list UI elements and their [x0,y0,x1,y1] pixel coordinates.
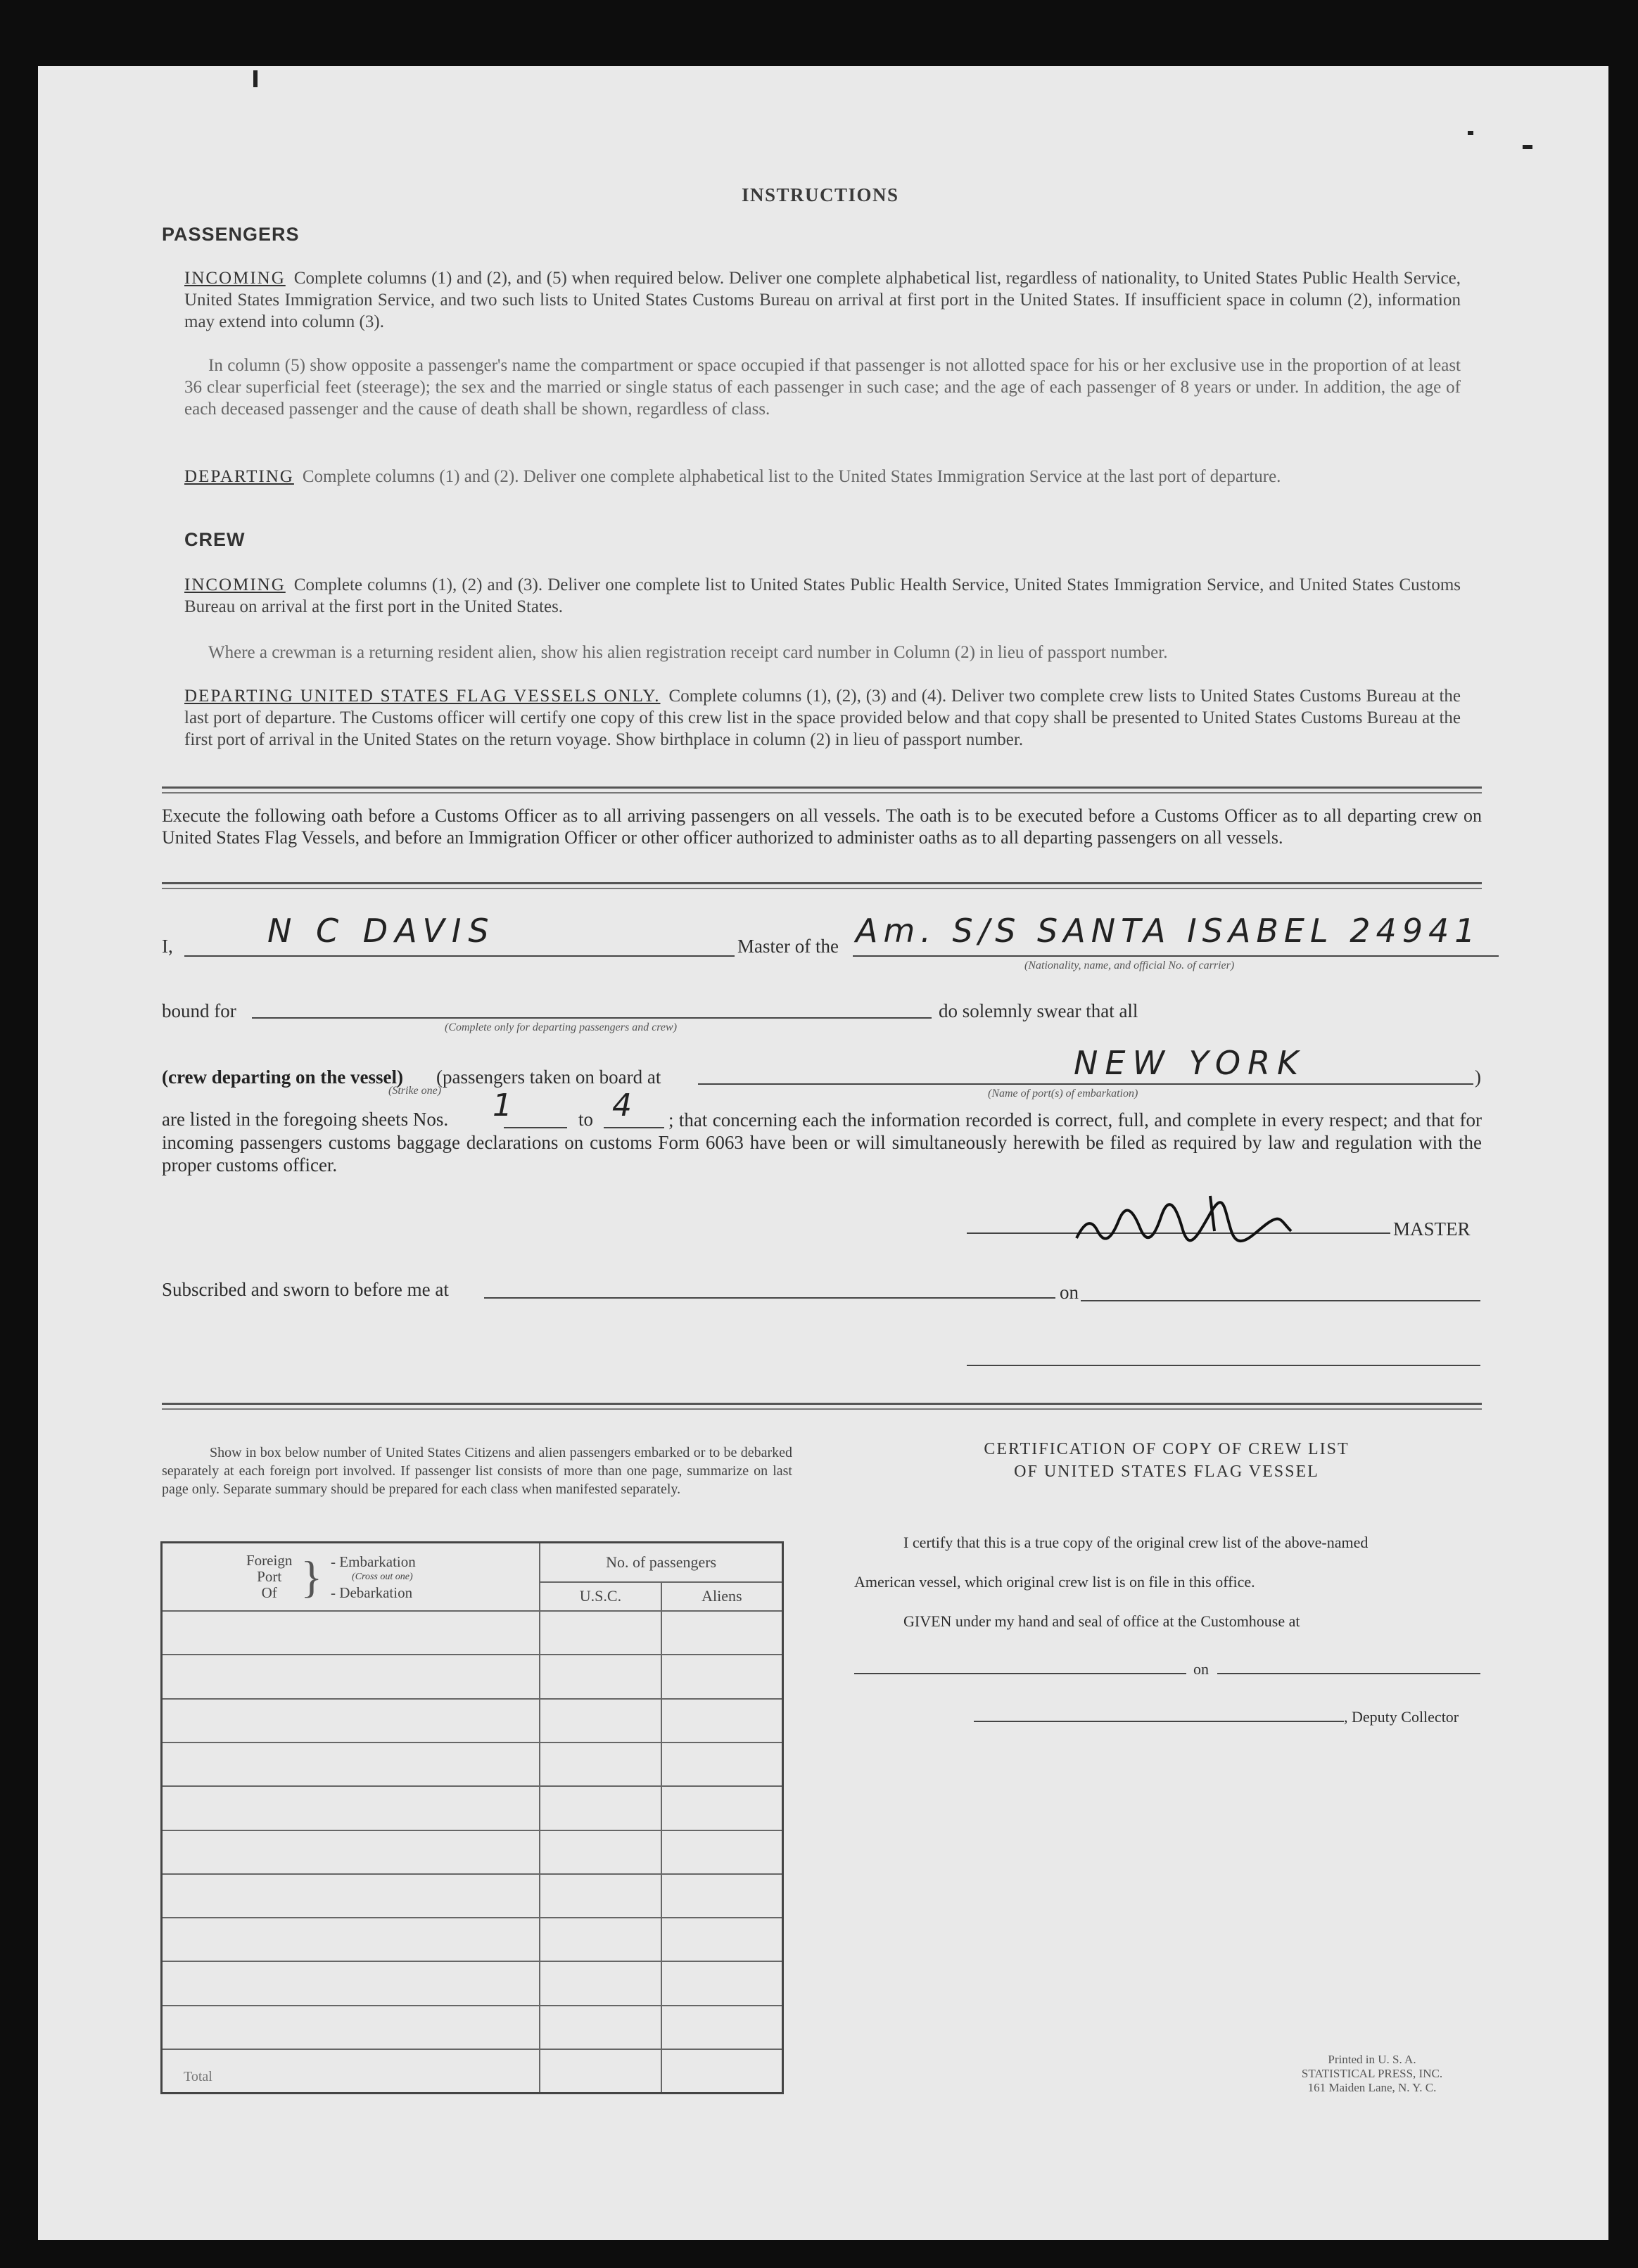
vessel-line [853,955,1499,957]
passengers-departing-paragraph [184,466,1461,488]
oath-intro: Execute the following oath before a Customs Officer as to all arriving passengers on all vessels. The oath is to be executed before a Customs Officer as to all departing crew on United States Flag Vessels, and before an Immigration Officer or other officer authorized to administer oaths as to all departing passengers on all vessels. [162,805,1482,848]
master-label: MASTER [1393,1218,1471,1240]
summary-note: Show in box below number of United States Citizens and alien passengers embarked or to be debarked separately at each foreign port involved. If passenger list consists of more than one page, summarize on last page only. Separate summary should be prepared for each class when manifested separately. [162,1445,792,1497]
table-cell [661,1611,783,1655]
crew-incoming-text: Complete columns (1), (2) and (3). Deliver one complete list to United States Public Health Service, United States Immigration Service, and United States Customs Bureau on arrival at the first port in the United States. [184,575,1461,616]
sheets-prefix: are listed in the foregoing sheets Nos. [162,1109,449,1130]
table-cell [661,1743,783,1786]
table-cell [540,1918,661,1961]
table-row [162,1611,540,1655]
swear-label: do solemnly swear that all [939,1000,1138,1021]
port-header-cell [162,1543,540,1612]
divider [162,882,1482,884]
sheet-from: 1 [493,1088,512,1123]
master-name-line [184,955,735,957]
crew-heading: CREW [184,529,246,550]
deputy-collector-line [974,1721,1344,1722]
passengers-incoming-paragraph [184,267,1461,333]
crew-departing-option: (crew departing on the vessel) [162,1066,403,1088]
crew-departing-paragraph [184,685,1461,751]
table-cell [540,1611,661,1655]
cross-out-caption: (Cross out one) [352,1571,413,1582]
incoming-label: INCOMING [184,269,286,288]
printer-line-2: STATISTICAL PRESS, INC. [1301,2067,1443,2080]
certification-title [878,1438,1455,1483]
master-signature [1069,1189,1295,1252]
table-cell [540,1874,661,1918]
deputy-collector-label: , Deputy Collector [1344,1708,1459,1726]
passengers-heading: PASSENGERS [162,224,300,245]
table-row [162,1699,540,1743]
officer-line [967,1365,1480,1366]
crew-departing-text: Complete columns (1), (2), (3) and (4). Deliver two complete crew lists to United States Customs Bureau at the last port of departure. The Customs officer will certify one copy of this crew list in the space provided below and that copy shall be presented to United States Customs Bureau at the first port of arrival in the United States on the return voyage. Show birthplace in column (2) in lieu of passport number. [184,687,1461,749]
given-text: GIVEN under my hand and seal of office at the Customhouse at [903,1612,1300,1630]
table-row [162,1918,540,1961]
printer-line-3: 161 Maiden Lane, N. Y. C. [1307,2081,1437,2094]
total-usc-cell [540,2049,661,2093]
divider [162,1403,1482,1405]
bound-caption: (Complete only for departing passengers and crew) [445,1021,678,1033]
table-cell [661,1830,783,1874]
table-cell [661,1699,783,1743]
table-row [162,1786,540,1830]
crew-incoming-label: INCOMING [184,575,286,594]
strike-caption: (Strike one) [388,1085,442,1097]
crew-departing-label: DEPARTING UNITED STATES FLAG VESSELS ONLY. [184,687,661,706]
divider [162,1408,1482,1410]
table-row [162,2006,540,2049]
bound-for-line [252,1017,932,1019]
table-cell [540,1830,661,1874]
sheets-suffix: ; that concerning each the information recorded is correct, full, and complete in every respect; and that for incoming passengers customs baggage declarations on customs Form 6063 have been or will simultaneously herewith be filed as required by law and regulation with the proper customs officer. [162,1109,1482,1176]
certify-text-2: American vessel, which original crew list is on file in this office. [854,1573,1255,1591]
table-cell [661,1655,783,1698]
embarkation-port: NEW YORK [1074,1044,1306,1082]
oath-i-label: I, [162,936,173,957]
table-cell [661,1961,783,2005]
table-row [162,1655,540,1698]
table-row [162,1961,540,2005]
table-cell [540,1699,661,1743]
scan-mark [253,70,258,87]
crew-resident-paragraph: Where a crewman is a returning resident alien, show his alien registration receipt card number in Column (2) in lieu of passport number. [208,643,1168,662]
divider [162,786,1482,789]
table-row [162,1743,540,1786]
passengers-incoming-text: Complete columns (1) and (2), and (5) when required below. Deliver one complete alphabetical list, regardless of nationality, to United States Public Health Service, United States Immigration Service, and two such lists to United States Customs Bureau on arrival at first port in the United States. If insufficient space in column (2), information may extend into column (3). [184,269,1461,331]
aliens-header: Aliens [661,1582,783,1612]
total-aliens-cell [661,2049,783,2093]
divider [162,888,1482,889]
table-cell [540,1655,661,1698]
subscribed-label: Subscribed and sworn to before me at [162,1279,449,1300]
bound-for-label: bound for [162,1000,236,1021]
customhouse-place-line [854,1673,1186,1674]
passengers-column5-paragraph: In column (5) show opposite a passenger's name the compartment or space occupied if that passenger is not allotted space for his or her exclusive use in the proportion of at least 36 clear superficial feet (steerage); the sex and the married or single status of each passenger in such case; and the age of each passenger of 8 years or under. In addition, the age of each deceased passenger and the cause of death shall be shown, regardless of class. [184,356,1461,419]
scan-mark [1523,145,1532,149]
table-row [162,1874,540,1918]
master-of-label: Master of the [737,936,839,957]
master-name: N C DAVIS [267,912,496,950]
divider [162,792,1482,794]
certification-on-label: on [1193,1660,1209,1678]
port-line [698,1083,1473,1085]
certification-date-line [1217,1673,1480,1674]
foreign-port-of: Foreign Port Of [246,1552,293,1602]
port-caption: (Name of port(s) of embarkation) [988,1088,1138,1100]
scan-mark [1468,131,1473,135]
debarkation-label: - Debarkation [331,1584,413,1601]
crew-incoming-paragraph [184,574,1461,618]
sheet-to: 4 [612,1088,632,1123]
subscribed-place-line [484,1297,1055,1299]
on-label: on [1060,1282,1079,1303]
passenger-summary-table [160,1541,784,2094]
passengers-option: (passengers taken on board at [436,1066,661,1088]
embarkation-label: - Embarkation [331,1553,416,1570]
certify-text: I certify that this is a true copy of the original crew list of the above-named [903,1534,1369,1551]
table-cell [661,2006,783,2049]
table-cell [661,1918,783,1961]
printer-line-1: Printed in U. S. A. [1328,2053,1416,2066]
passengers-departing-text: Complete columns (1) and (2). Deliver one complete alphabetical list to the United States Immigration Service at the last port of departure. [302,467,1281,486]
brace-icon: } [300,1551,323,1602]
certification-title-line1: CERTIFICATION OF COPY OF CREW LIST [984,1440,1350,1458]
table-cell [540,1786,661,1830]
printer-imprint [1266,2053,1478,2095]
table-row [162,1830,540,1874]
table-cell [540,1743,661,1786]
table-cell [540,2006,661,2049]
table-cell [540,1961,661,2005]
no-of-passengers-header: No. of passengers [540,1543,782,1582]
total-label: Total [162,2049,540,2093]
vessel-name: Am. S/S SANTA ISABEL 24941 [856,912,1481,950]
certification-title-line2: OF UNITED STATES FLAG VESSEL [1014,1463,1319,1481]
vessel-caption: (Nationality, name, and official No. of carrier) [1024,960,1235,971]
subscribed-date-line [1081,1300,1480,1301]
table-cell [661,1786,783,1830]
instructions-title: INSTRUCTIONS [742,184,899,205]
usc-header: U.S.C. [540,1582,661,1612]
departing-label: DEPARTING [184,467,294,486]
close-paren: ) [1475,1066,1481,1088]
to-label: to [578,1109,594,1130]
table-cell [661,1874,783,1918]
